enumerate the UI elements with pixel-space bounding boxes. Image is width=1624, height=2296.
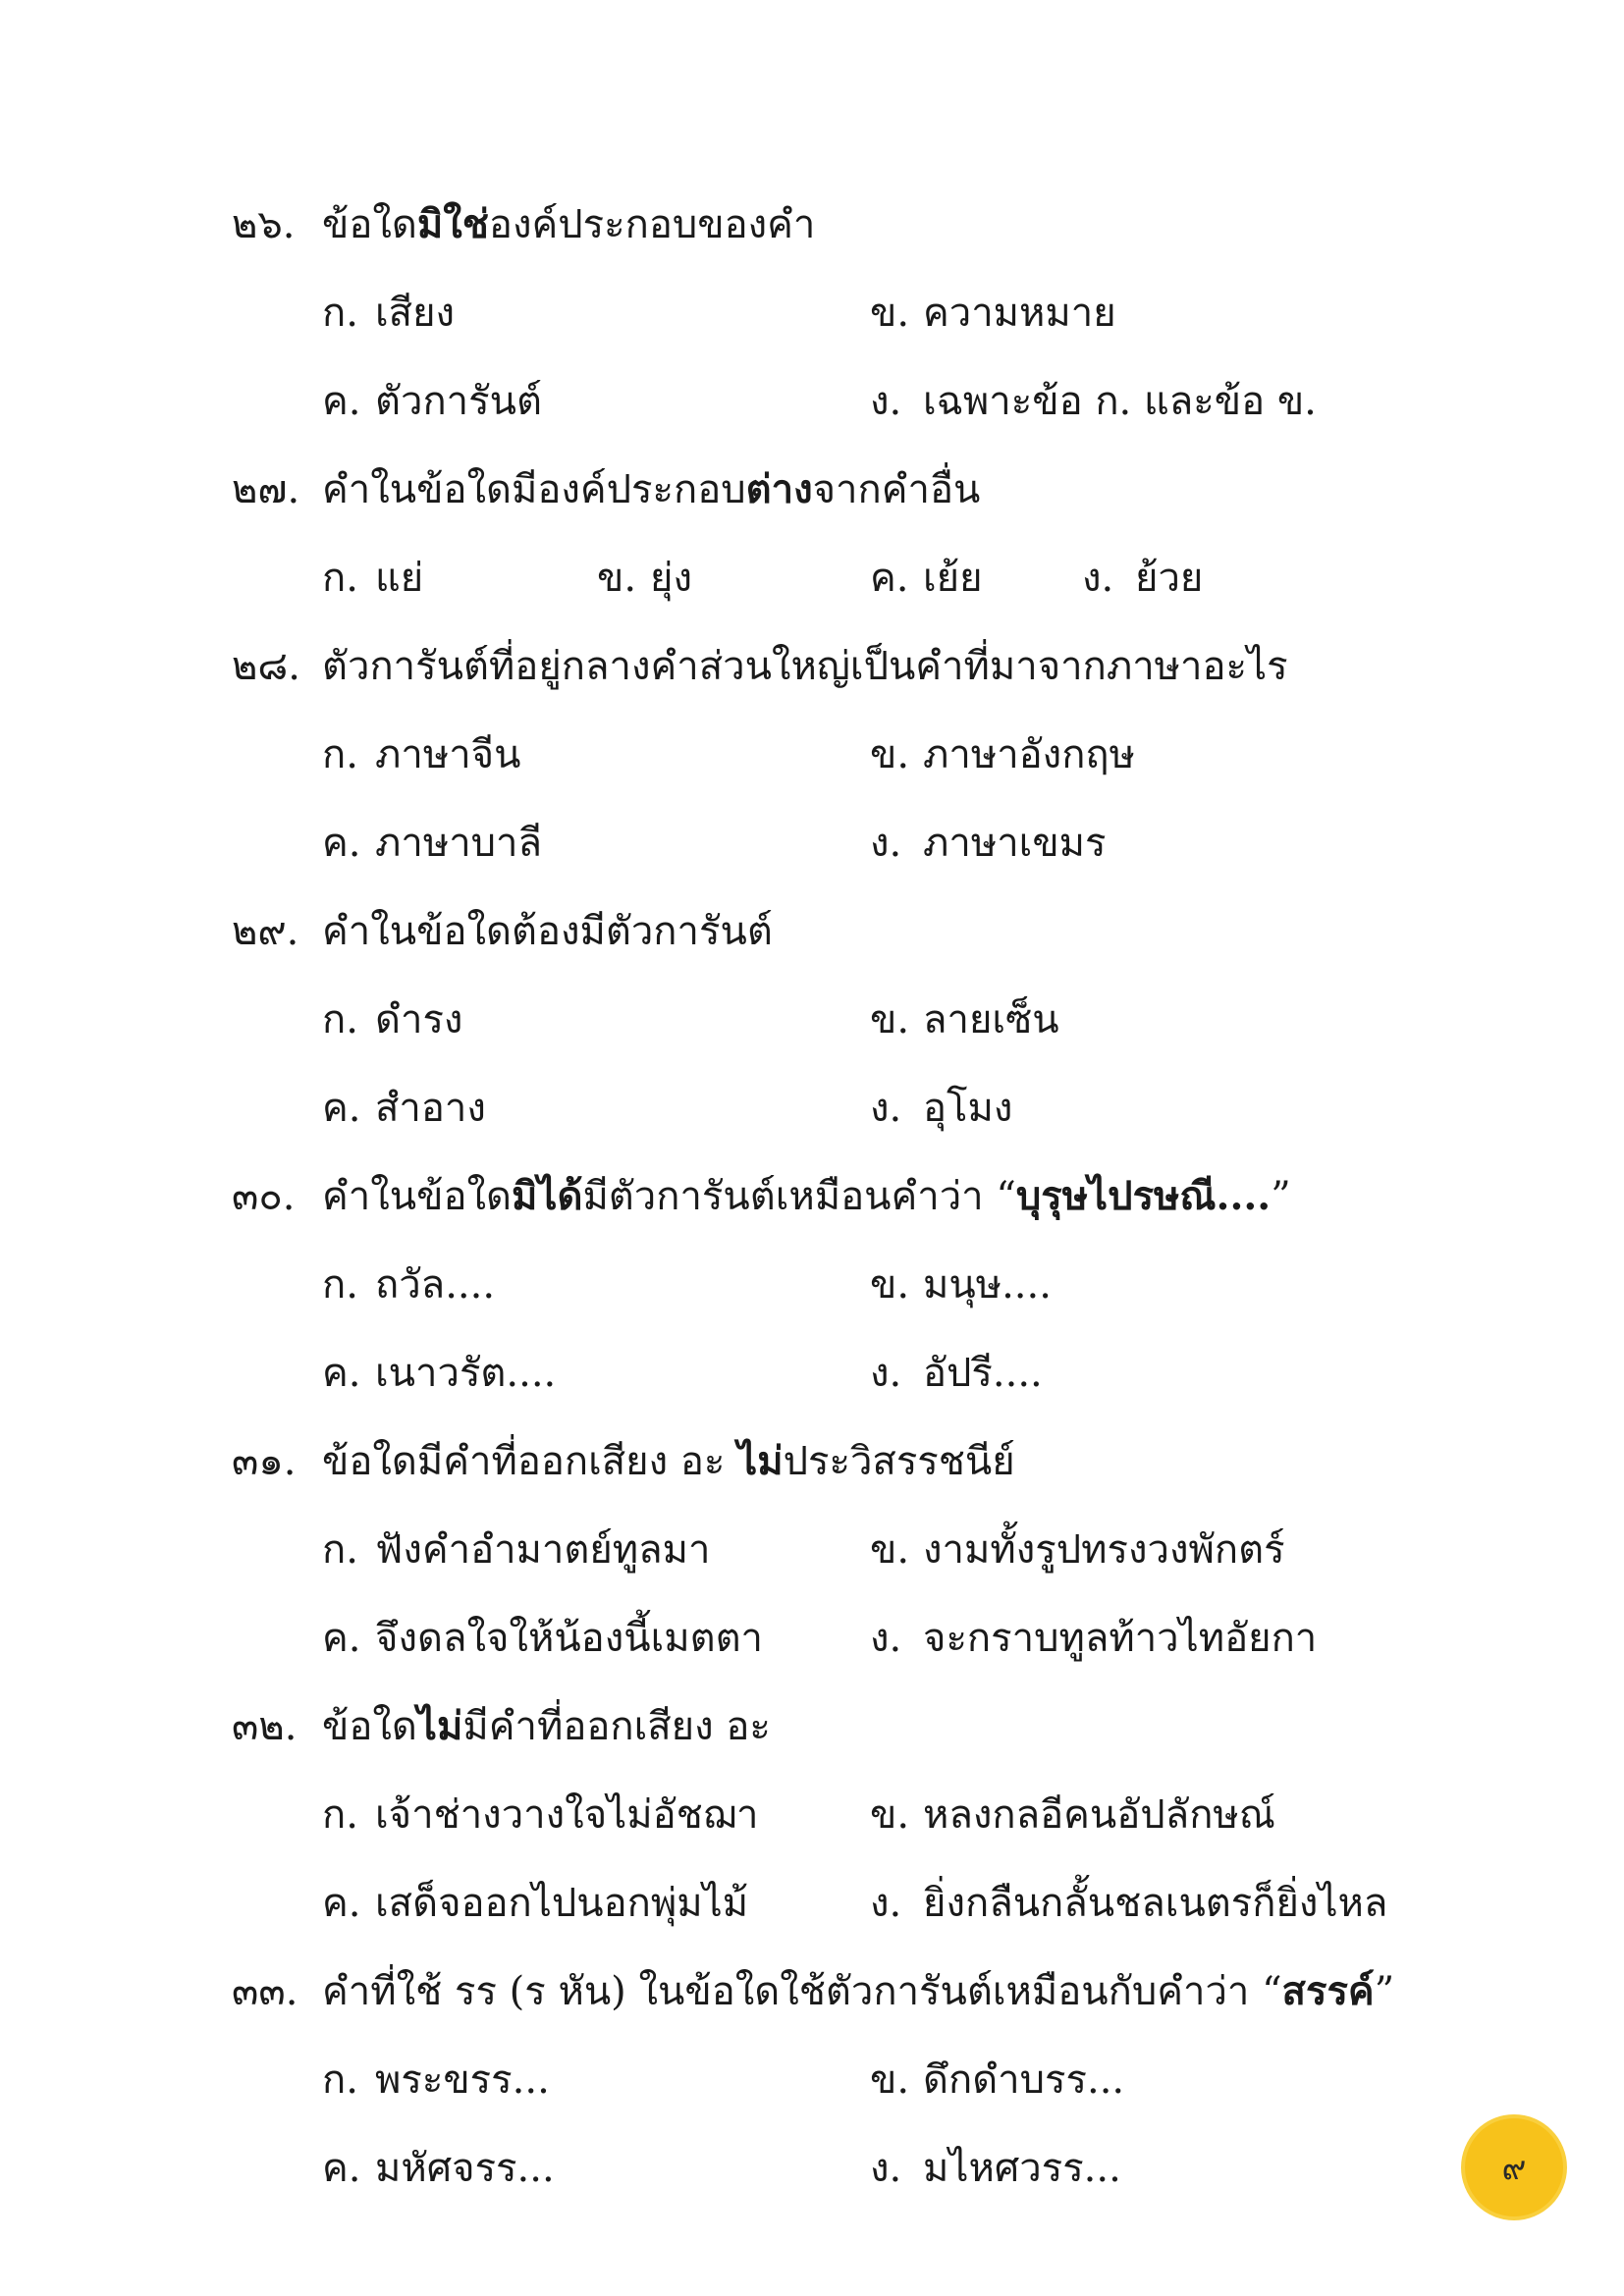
answer-option <box>870 976 1059 1064</box>
option-text: เสียง <box>375 291 456 336</box>
answer-option <box>870 357 1317 446</box>
answer-option <box>597 534 692 622</box>
question-number: ๒๙. <box>232 909 299 954</box>
option-letter: ค. <box>322 1881 361 1926</box>
question-text <box>322 1682 771 1771</box>
option-text: ลายเซ็น <box>923 997 1059 1042</box>
question-item <box>232 1948 1508 2213</box>
answer-option <box>322 1771 758 1859</box>
option-text: มไหศวรร... <box>923 2146 1121 2191</box>
question-item <box>232 181 1508 446</box>
option-text: ภาษาบาลี <box>375 821 543 866</box>
answer-option <box>322 2124 555 2213</box>
question-text-segment: ตัวการันต์ที่อยู่กลางคำส่วนใหญ่เป็นคำที่มาจากภาษาอะไร <box>322 644 1288 689</box>
option-letter: ข. <box>870 1527 910 1573</box>
question-text <box>322 1417 1015 1506</box>
option-letter: ค. <box>870 556 909 601</box>
option-letter: ก. <box>322 1262 358 1308</box>
option-text: อัปรี.... <box>923 1351 1043 1396</box>
answer-option <box>322 711 520 799</box>
answer-option <box>322 1594 763 1682</box>
option-letter: ง. <box>870 1616 902 1661</box>
answer-option <box>870 1241 1052 1329</box>
option-letter: ง. <box>1082 556 1114 601</box>
option-text: งามทั้งรูปทรงวงพักตร์ <box>923 1527 1285 1573</box>
option-text: เนาวรัต.... <box>375 1351 557 1396</box>
options-row <box>232 2124 1508 2213</box>
question-stem <box>232 887 1508 976</box>
question-stem <box>232 622 1508 711</box>
question-item <box>232 887 1508 1152</box>
question-text-emphasis: มิใช่ <box>416 201 489 247</box>
option-letter: ง. <box>870 821 902 866</box>
options-row <box>232 1506 1508 1594</box>
question-stem <box>232 1948 1508 2036</box>
answer-option <box>322 1241 495 1329</box>
answer-option <box>870 1594 1317 1682</box>
question-text-segment: ” <box>1271 1174 1291 1219</box>
question-text-emphasis: ไม่ <box>416 1703 463 1749</box>
answer-option <box>322 2036 550 2124</box>
option-text: อุโมง <box>923 1086 1013 1131</box>
option-text: เย้ย <box>923 556 983 601</box>
question-text-segment: คำที่ใช้ รร (ร หัน) ในข้อใดใช้ตัวการันต์เหมือนกับคำว่า “ <box>322 1969 1282 2014</box>
answer-option <box>870 711 1135 799</box>
answer-option <box>870 1859 1387 1948</box>
option-text: ตัวการันต์ <box>375 379 542 424</box>
option-text: ดึกดำบรร... <box>923 2057 1125 2103</box>
question-text <box>322 622 1288 711</box>
page-number: ๙ <box>1501 2149 1527 2188</box>
answer-option <box>322 269 455 357</box>
options-row <box>232 1771 1508 1859</box>
options-row <box>232 799 1508 887</box>
option-letter: ก. <box>322 291 358 336</box>
option-text: ถวัล.... <box>375 1262 496 1308</box>
option-text: ฟังคำอำมาตย์ทูลมา <box>375 1527 711 1573</box>
option-letter: ค. <box>322 821 361 866</box>
option-text: ความหมาย <box>923 291 1116 336</box>
question-stem <box>232 181 1508 269</box>
question-number: ๓๐. <box>232 1174 296 1219</box>
option-text: ยุ่ง <box>650 556 692 601</box>
options-row <box>232 1329 1508 1417</box>
option-text: จึงดลใจให้น้องนี้เมตตา <box>375 1616 764 1661</box>
option-text: มนุษ.... <box>923 1262 1052 1308</box>
option-letter: ข. <box>870 1262 910 1308</box>
option-letter: ก. <box>322 732 358 777</box>
question-text-segment: คำในข้อใดต้องมีตัวการันต์ <box>322 909 773 954</box>
question-text-segment: มีตัวการันต์เหมือนคำว่า “ <box>582 1174 1016 1219</box>
answer-option <box>322 1329 556 1417</box>
question-text-emphasis: ต่าง <box>745 466 813 512</box>
option-text: ภาษาเขมร <box>923 821 1107 866</box>
answer-option <box>870 534 983 622</box>
answer-option <box>322 357 542 446</box>
question-text-segment: ข้อใดมีคำที่ออกเสียง อะ <box>322 1439 738 1484</box>
option-text: พระขรร... <box>375 2057 550 2103</box>
answer-option <box>322 1064 486 1152</box>
question-item <box>232 446 1508 622</box>
question-text-emphasis: ไม่ <box>737 1438 784 1484</box>
option-letter: ข. <box>870 997 910 1042</box>
option-letter: ข. <box>870 1792 910 1838</box>
option-letter: ข. <box>870 291 910 336</box>
options-row <box>232 269 1508 357</box>
option-letter: ค. <box>322 1086 361 1131</box>
option-letter: ก. <box>322 2057 358 2103</box>
option-letter: ข. <box>870 2057 910 2103</box>
option-text: ย้วย <box>1135 556 1204 601</box>
answer-option <box>322 799 542 887</box>
answer-option <box>870 2124 1121 2213</box>
question-item <box>232 1417 1508 1682</box>
question-text-emphasis: สรรค์ <box>1281 1968 1375 2014</box>
options-row <box>232 976 1508 1064</box>
answer-option <box>870 269 1116 357</box>
option-letter: ข. <box>597 556 637 601</box>
question-number: ๓๓. <box>232 1969 298 2014</box>
option-letter: ง. <box>870 1881 902 1926</box>
question-text-segment: ประวิสรรชนีย์ <box>783 1439 1015 1484</box>
option-text: มหัศจรร... <box>375 2146 555 2191</box>
answer-option <box>870 1329 1043 1417</box>
answer-option <box>870 1771 1275 1859</box>
option-text: หลงกลอีคนอัปลักษณ์ <box>923 1792 1275 1838</box>
option-letter: ค. <box>322 1616 361 1661</box>
options-row <box>232 2036 1508 2124</box>
question-text-segment: คำในข้อใดมีองค์ประกอบ <box>322 467 746 512</box>
question-text-segment: มีคำที่ออกเสียง อะ <box>462 1704 771 1749</box>
answer-option <box>870 1064 1012 1152</box>
option-letter: ข. <box>870 732 910 777</box>
option-text: ยิ่งกลืนกลั้นชลเนตรก็ยิ่งไหล <box>923 1881 1388 1926</box>
question-stem <box>232 1152 1508 1241</box>
question-stem <box>232 446 1508 534</box>
option-text: ภาษาอังกฤษ <box>923 732 1136 777</box>
options-row <box>232 1594 1508 1682</box>
options-row <box>232 1064 1508 1152</box>
option-letter: ก. <box>322 997 358 1042</box>
answer-option <box>870 799 1107 887</box>
question-text <box>322 446 980 534</box>
question-text <box>322 181 815 269</box>
question-item <box>232 622 1508 887</box>
options-row <box>232 1859 1508 1948</box>
option-letter: ง. <box>870 2146 902 2191</box>
question-text-segment: คำในข้อใด <box>322 1174 512 1219</box>
question-stem <box>232 1682 1508 1771</box>
option-text: ดำรง <box>375 997 463 1042</box>
question-number: ๒๘. <box>232 644 300 689</box>
option-letter: ง. <box>870 1086 902 1131</box>
question-text <box>322 887 773 976</box>
question-number: ๓๒. <box>232 1704 298 1749</box>
question-text-segment: จากคำอื่น <box>812 467 981 512</box>
option-letter: ง. <box>870 379 902 424</box>
question-number: ๓๑. <box>232 1439 297 1484</box>
options-row <box>232 711 1508 799</box>
option-text: ภาษาจีน <box>375 732 521 777</box>
answer-option <box>870 1506 1285 1594</box>
option-text: จะกราบทูลท้าวไทอัยกา <box>923 1616 1318 1661</box>
option-letter: ก. <box>322 556 358 601</box>
option-letter: ก. <box>322 1792 358 1838</box>
question-item <box>232 1152 1508 1417</box>
question-text <box>322 1948 1394 2036</box>
answer-option <box>322 534 423 622</box>
page-number-badge <box>1465 2118 1563 2216</box>
question-text-segment: องค์ประกอบของคำ <box>488 202 816 247</box>
question-text <box>322 1152 1291 1241</box>
question-item <box>232 1682 1508 1948</box>
answer-option <box>322 976 462 1064</box>
options-row <box>232 1241 1508 1329</box>
option-letter: ก. <box>322 1527 358 1573</box>
answer-option <box>870 2036 1124 2124</box>
option-letter: ง. <box>870 1351 902 1396</box>
option-letter: ค. <box>322 1351 361 1396</box>
question-text-emphasis: บุรุษไปรษณี.... <box>1015 1173 1272 1219</box>
question-number: ๒๖. <box>232 202 296 247</box>
option-text: แย่ <box>375 556 424 601</box>
answer-option <box>1082 534 1203 622</box>
question-text-segment: ” <box>1374 1969 1395 2014</box>
question-text-segment: ข้อใด <box>322 1704 417 1749</box>
question-number: ๒๗. <box>232 467 300 512</box>
question-text-emphasis: มิได้ <box>511 1173 583 1219</box>
question-text-segment: ข้อใด <box>322 202 417 247</box>
option-text: เฉพาะข้อ ก. และข้อ ข. <box>923 379 1317 424</box>
options-row <box>232 534 1508 622</box>
question-stem <box>232 1417 1508 1506</box>
answer-option <box>322 1859 748 1948</box>
answer-option <box>322 1506 711 1594</box>
option-letter: ค. <box>322 2146 361 2191</box>
option-letter: ค. <box>322 379 361 424</box>
option-text: เสด็จออกไปนอกพุ่มไม้ <box>375 1881 749 1926</box>
options-row <box>232 357 1508 446</box>
option-text: เจ้าช่างวางใจไม่อัชฌา <box>375 1792 759 1838</box>
option-text: สำอาง <box>375 1086 486 1131</box>
